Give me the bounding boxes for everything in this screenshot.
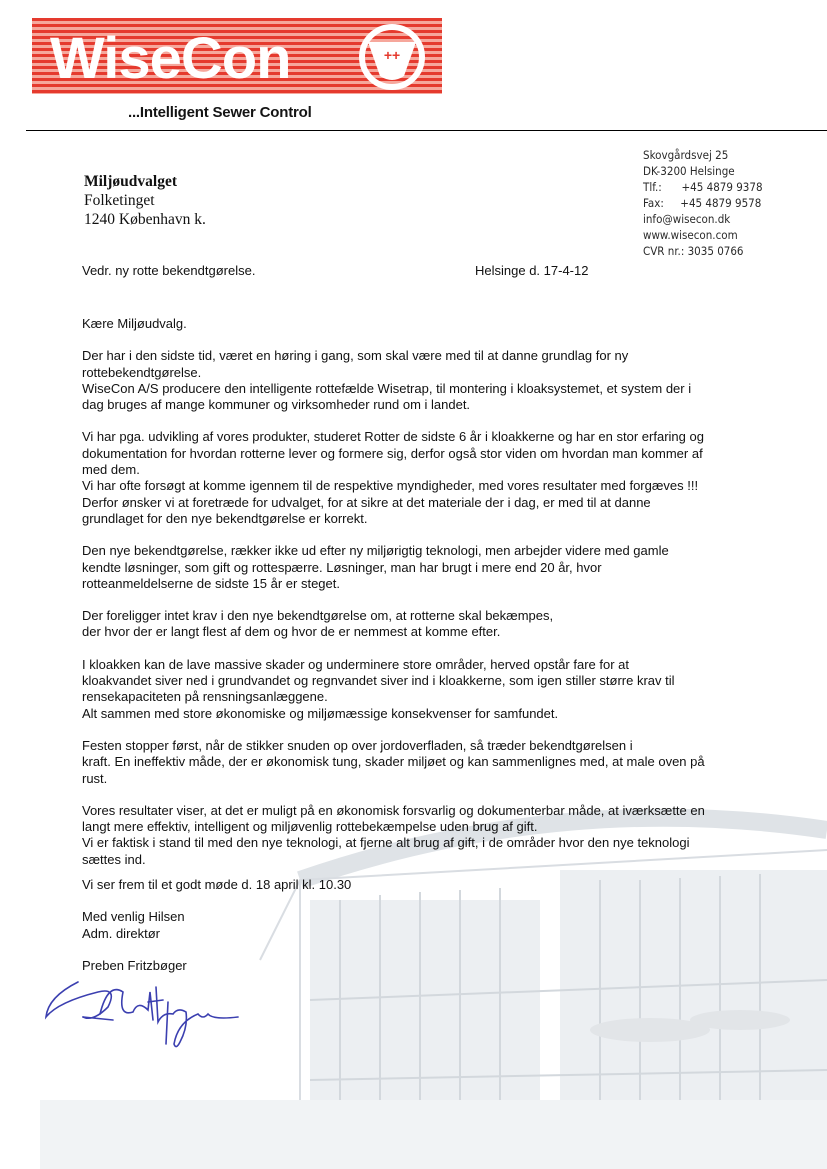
contact-phone: Tlf.: +45 4879 9378 — [643, 180, 763, 194]
paragraph: Den nye bekendtgørelse, rækker ikke ud efter ny miljørigtig teknologi, men arbejder videre med gamle kendte løsninger, som gift og rottespærre. Løsninger, man har brugt i mere end 20 år, hvor rotteanmeldelserne de sidste 15 år er steget. — [82, 543, 669, 591]
contact-fax: Fax: +45 4879 9578 — [643, 196, 762, 210]
place-date: Helsinge d. 17-4-12 — [475, 263, 589, 278]
paragraph: I kloakken kan de lave massive skader og underminere store områder, herved opstår fare for at kloakvandet siver ned i grundvandet og regnvandet siver ind i kloakkerne, som igen stiller større krav til rensekapaciteten på rensningsanlæggene. Alt sammen med store økonomiske og miljømæssige konsekvenser for samfundet. — [82, 656, 675, 721]
signatory-name: Preben Fritzbøger — [82, 957, 187, 973]
wisecon-logo — [32, 18, 442, 99]
regards-line: Med venlig Hilsen — [82, 909, 185, 925]
logo-tagline: ...Intelligent Sewer Control — [128, 104, 312, 121]
svg-text:WiseCon: WiseCon — [50, 26, 291, 91]
svg-text:++: ++ — [383, 47, 401, 63]
letter-closing — [82, 877, 351, 974]
paragraph: Vi har pga. udvikling af vores produkter, studeret Rotter de sidste 6 år i kloakkerne og har en stor erfaring og dokumentation for hvordan rotterne lever og formere sig, derfor også stor viden om hvordan man kommer af med dem. Vi har ofte forsøgt at komme igennem til de respektive myndigheder, med vores resultater med forgæves !!! Derfor ønsker vi at foretræde for udvalget, for at sikre at det materiale der i dag, er med til at danne grundlaget for den nye bekendtgørelse er korrekt. — [82, 429, 704, 526]
contact-address-street: Skovgårdsvej 25 — [643, 148, 729, 162]
recipient-org: Folketinget — [84, 192, 155, 209]
contact-website: www.wisecon.com — [643, 228, 738, 242]
recipient-name: Miljøudvalget — [84, 173, 177, 190]
paragraph: Der har i den sidste tid, været en høring i gang, som skal være med til at danne grundlag for ny rottebekendtgørelse. WiseCon A/S producere den intelligente rottefælde Wisetrap, til montering i kloaksystemet, et system der i dag bruges af mange kommuner og virksomheder rund om i landet. — [82, 348, 692, 413]
recipient-address — [84, 172, 206, 229]
header-rule — [26, 130, 827, 131]
paragraph: Der foreligger intet krav i den nye bekendtgørelse om, at rotterne skal bekæmpes, der hvor der er langt flest af dem og hvor de er nemmest at komme efter. — [82, 608, 554, 640]
paragraph: Vores resultater viser, at det er muligt på en økonomisk forsvarlig og dokumenterbar måde, at iværksætte en langt mere effektiv, intelligent og miljøvenlig rottebekæmpelse uden brug af gift. Vi er faktisk i stand til med den nye teknologi, at fjerne alt brug af gift, i de områder hvor den nye teknologi sættes ind. — [82, 802, 705, 867]
handwritten-signature — [38, 962, 248, 1052]
paragraph: Festen stopper først, når de stikker snuden op over jordoverfladen, så træder bekendtgørelsen i kraft. En ineffektiv måde, der er økonomisk tung, skader miljøet og kan sammenlignes med, at male oven på rust. — [82, 737, 705, 786]
letter-body — [82, 316, 762, 884]
company-contact-block — [643, 147, 763, 259]
meeting-line: Vi ser frem til et godt møde d. 18 april kl. 10.30 — [82, 877, 352, 892]
contact-email: info@wisecon.dk — [643, 212, 731, 226]
recipient-city: 1240 København k. — [84, 211, 206, 228]
contact-address-city: DK-3200 Helsinge — [643, 164, 735, 178]
contact-cvr: CVR nr.: 3035 0766 — [643, 244, 744, 258]
letter-subject: Vedr. ny rotte bekendtgørelse. — [82, 263, 256, 278]
salutation: Kære Miljøudvalg. — [82, 316, 187, 331]
title-line: Adm. direktør — [82, 925, 161, 941]
regards-block — [82, 909, 351, 942]
